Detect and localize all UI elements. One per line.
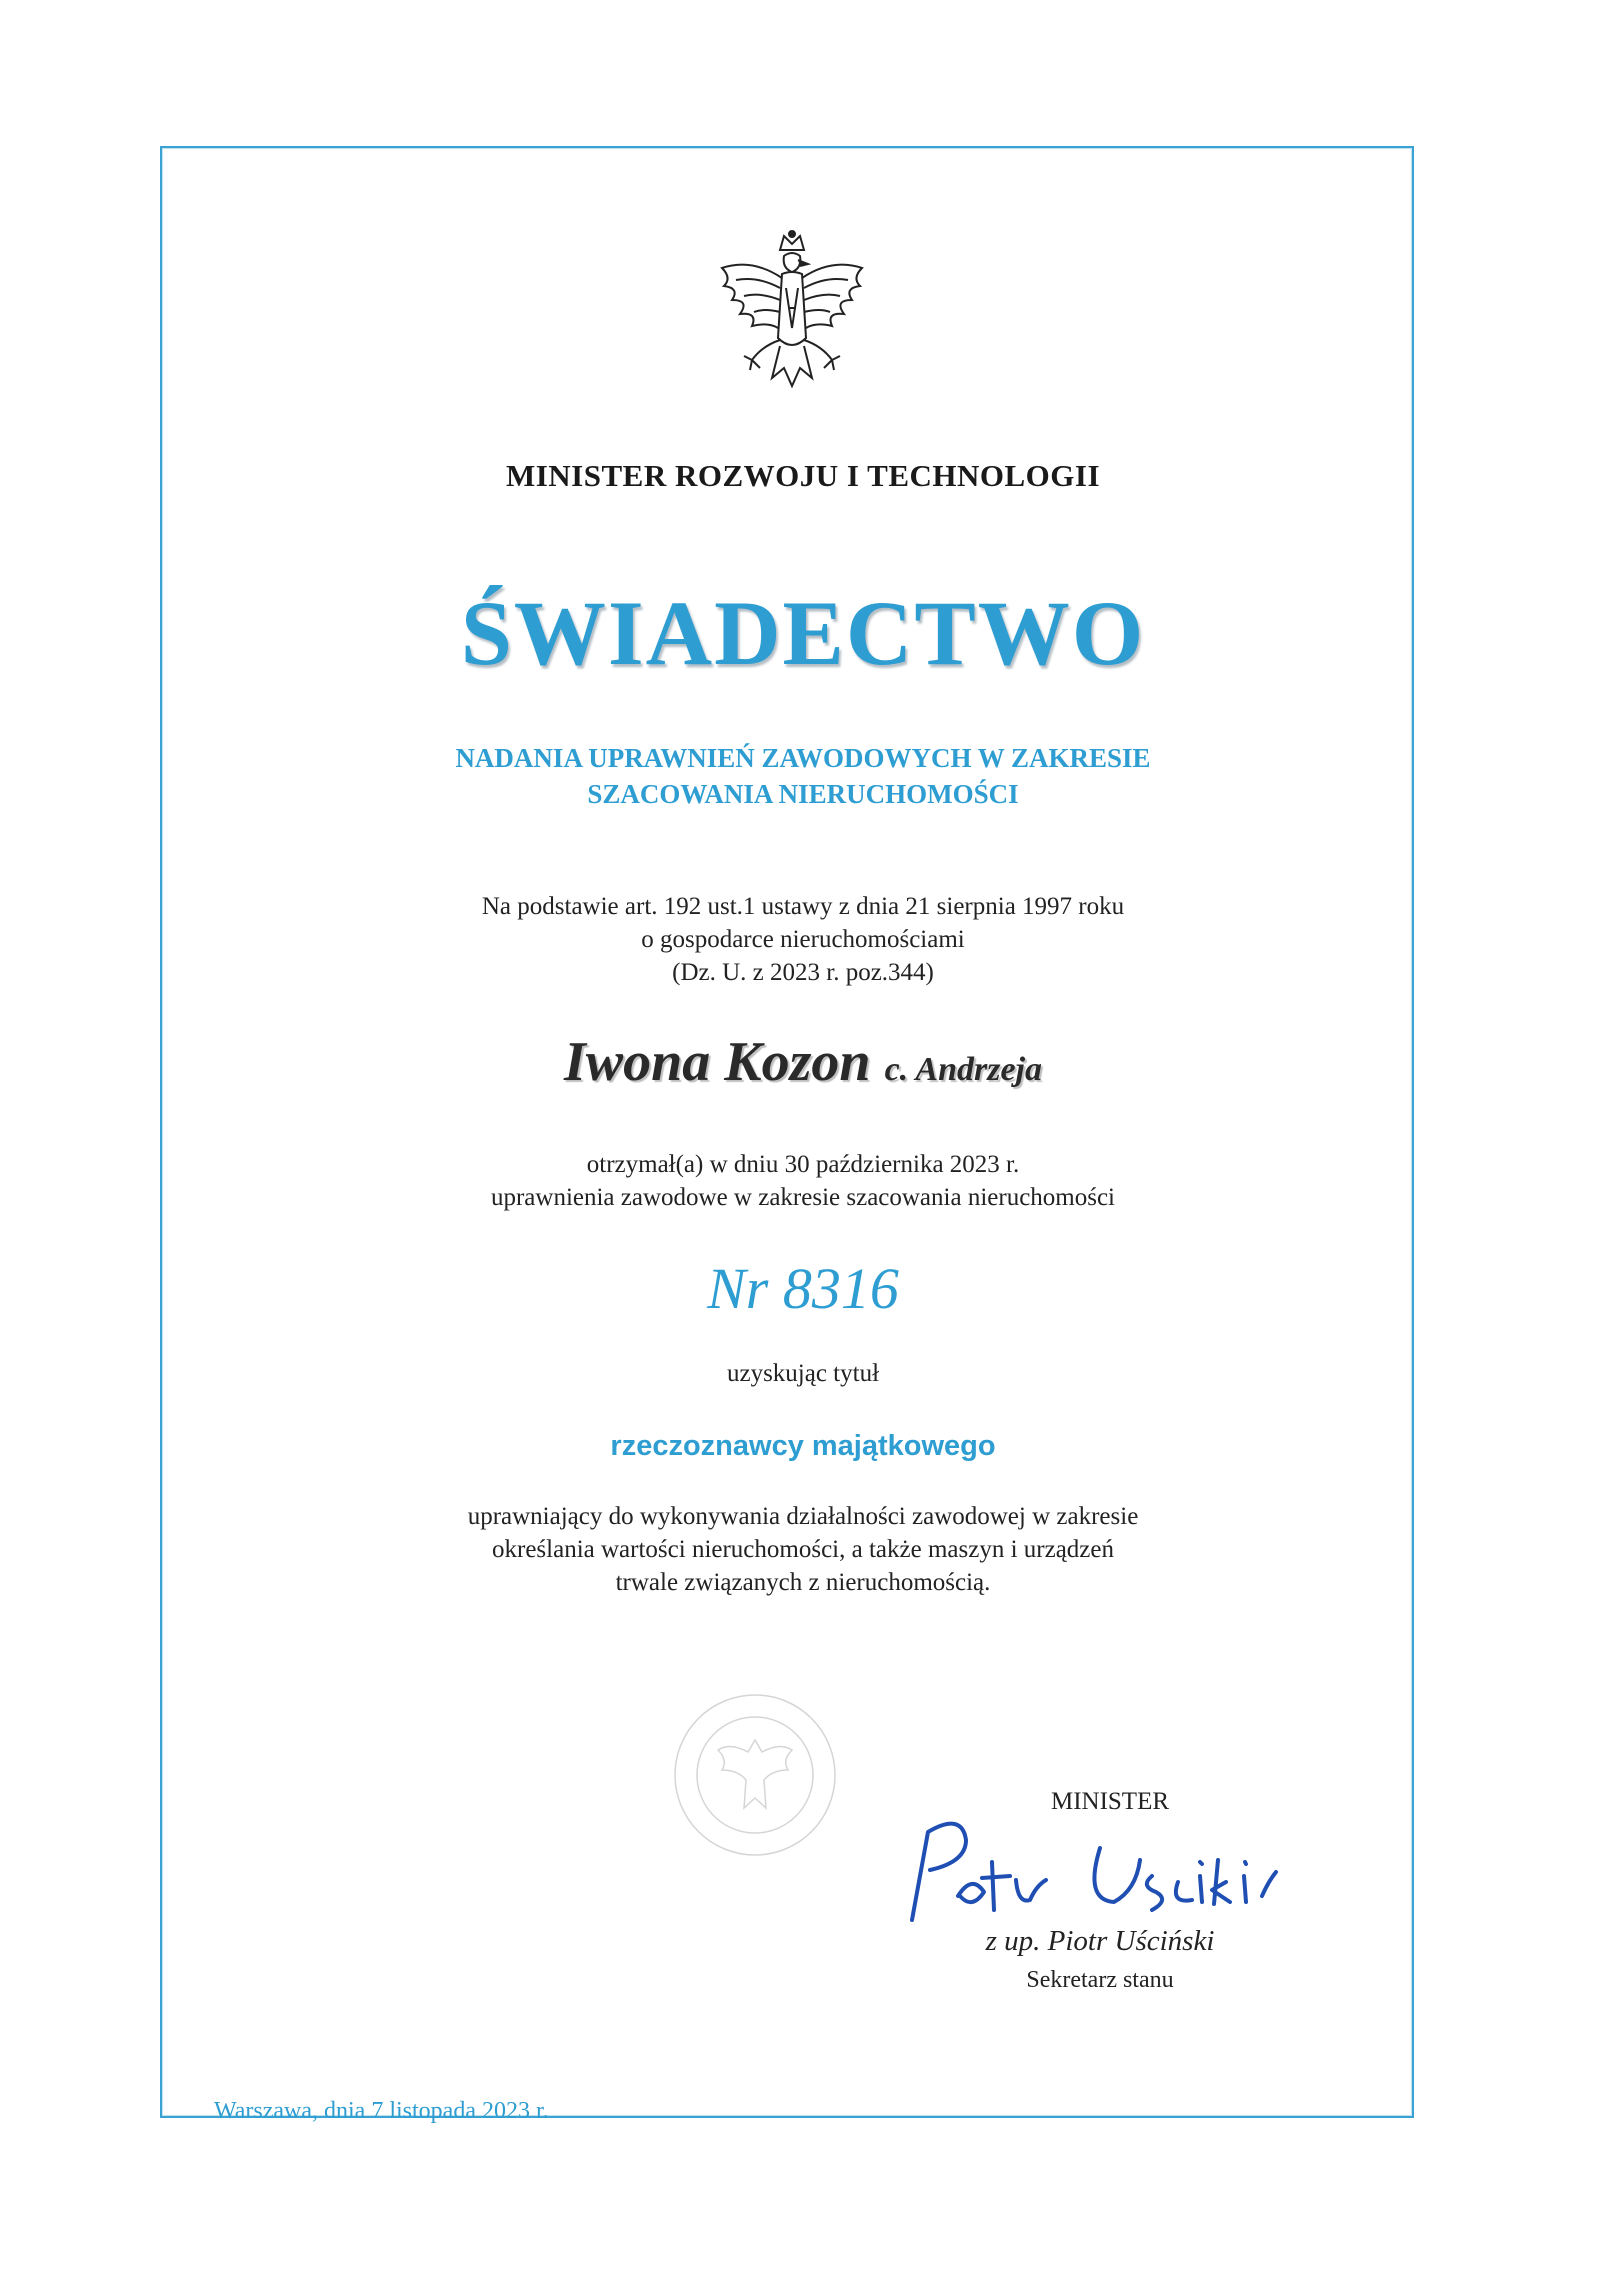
signer-name: z up. Piotr Uściński [985,1925,1215,1957]
legal-line-2: o gospodarce nieruchomościami [641,926,965,953]
ministry-heading: MINISTER ROZWOJU I TECHNOLOGII [505,458,1101,493]
legal-basis [0,890,1606,989]
received-statement [0,1148,1606,1214]
subtitle-line-1: NADANIA UPRAWNIEŃ ZAWODOWYCH W ZAKRESIE [455,743,1151,773]
scope-line-1: uprawniający do wykonywania działalności zawodowej w zakresie [467,1503,1139,1530]
minister-label: MINISTER [1050,1788,1170,1815]
signer-position: Sekretarz stanu [1026,1967,1174,1993]
certificate-subtitle [0,740,1606,812]
place-and-date: Warszawa, dnia 7 listopada 2023 r. [214,2098,549,2124]
received-line-1: otrzymał(a) w dniu 30 października 2023 r. [586,1151,1020,1178]
certificate-title: ŚWIADECTWO [460,582,1146,684]
legal-line-3: (Dz. U. z 2023 r. poz.344) [672,959,934,986]
polish-eagle-emblem-icon [692,228,892,428]
scope-statement [0,1500,1606,1599]
holder-name: Iwona Kozon [564,1031,871,1093]
scope-line-3: trwale związanych z nieruchomością. [615,1569,991,1596]
certificate-number: Nr 8316 [707,1256,899,1321]
received-line-2: uprawnienia zawodowe w zakresie szacowania nieruchomości [490,1184,1116,1211]
scope-line-2: określania wartości nieruchomości, a także maszyn i urządzeń [492,1536,1114,1563]
embossed-seal-icon [670,1690,840,1860]
profession-title: rzeczoznawcy majątkowego [610,1430,996,1462]
legal-line-1: Na podstawie art. 192 ust.1 ustawy z dnia 21 sierpnia 1997 roku [481,893,1125,920]
subtitle-line-2: SZACOWANIA NIERUCHOMOŚCI [587,779,1019,809]
handwritten-signature [900,1800,1320,1930]
holder-name-line [0,1030,1606,1094]
obtaining-label: uzyskując tytuł [726,1360,880,1387]
holder-patronymic: c. Andrzeja [884,1051,1042,1088]
